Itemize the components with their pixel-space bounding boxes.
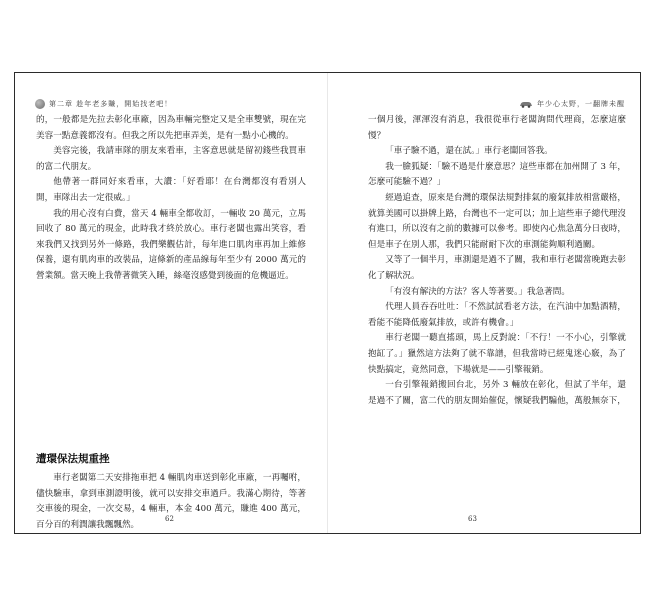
right-paragraph-6: 「有沒有解決的方法？客人等著要。」我急著問。 bbox=[385, 286, 570, 297]
right-body-text bbox=[368, 113, 626, 409]
left-page bbox=[15, 73, 328, 533]
left-running-header bbox=[35, 99, 172, 109]
left-section-body bbox=[36, 471, 306, 533]
right-paragraph-2: 「車子驗不過，還在試。」車行老闆回答我。 bbox=[385, 146, 553, 157]
right-page-number: 63 bbox=[468, 515, 477, 523]
right-paragraph-8: 車行老闆一聽直搖頭，馬上反對說：「不行！一不小心，引擎就抱缸了。」獵然這方法夠了就不靠譜，但我當時已經鬼迷心竅，為了快點搞定，竟然同意，下場就是——引擎報銷。 bbox=[368, 333, 626, 375]
right-paragraph-3: 我一臉狐疑：「驗不過是什麼意思？這些車都在加州開了 3 年，怎麼可能驗不過？」 bbox=[368, 161, 626, 188]
car-icon bbox=[519, 100, 533, 108]
left-section-paragraph-1: 車行老闆第二天安排拖車把 4 輛肌肉車送到彰化車廠，一再囑咐，儘快驗車，拿到車測證明後，就可以安排交車過戶。我滿心期待，等著交車後的現金，一次交易，4 輛車，本金 400 萬元，賺進 400 萬元，百分百的利潤讓我飄飄然。 bbox=[36, 473, 306, 530]
right-header-text: 年少心太野，一翻牌未醒 bbox=[537, 100, 625, 108]
right-paragraph-9: 一台引擎報銷搬回台北，另外 3 輛放在彰化，但試了半年，還是過不了關，富二代的朋友開始催促，懷疑我們騙他，萬般無奈下， bbox=[368, 380, 626, 406]
left-paragraph-2: 美容完後，我請車隊的朋友來看車，主客意思就是留初錢些我買車的富二代朋友。 bbox=[36, 146, 306, 172]
left-paragraph-4: 我的用心沒有白費，當天 4 輛車全都收訂，一輛收 20 萬元，立馬回收了 80 萬元的現金，此時我才終於放心。車行老闆也露出笑容，看來我們又找到另外一條路，我們樂觀估計，每年進口肌肉車再加上維修保養，還有肌肉車的改裝品，這條新的產品線每年至少有 2000 萬元的營業額。當天晚上我帶著微笑入睡，絲毫沒感覺到後面的危機逼近。 bbox=[36, 208, 306, 281]
right-page bbox=[328, 73, 641, 533]
chapter-badge-icon bbox=[35, 99, 45, 109]
left-header-text: 第二章 趁年老多賺，開始找老吧！ bbox=[49, 100, 173, 108]
section-heading: 遭環保法規重挫 bbox=[36, 453, 110, 465]
right-paragraph-4: 經過追查，原來是台灣的環保法規對排氣的廢氣排放相當嚴格，就算美國可以掛牌上路，台灣也不一定可以；加上這些車子總代理沒有進口，所以沒有之前的數據可以參考。即使內心焦急萬分日夜時，但是車子在別人那，我們只能耐耐下次的車測能夠順利過關。 bbox=[368, 192, 626, 250]
left-paragraph-3: 他帶著一群同好來看車，大讚：「好看耶！在台灣都沒有看別人開，車隊出去一定很威。」 bbox=[36, 177, 306, 203]
right-paragraph-7: 代理人員吞吞吐吐：「不然試試看老方法，在汽油中加點酒精，看能不能降低廢氣排放，或許有機會。」 bbox=[368, 302, 626, 328]
right-paragraph-1: 一個月後，渾渾沒有消息，我很從車行老闆詢問代理商，怎麼這麼慢？ bbox=[368, 115, 626, 141]
left-page-number: 62 bbox=[165, 515, 174, 523]
right-running-header bbox=[519, 99, 625, 109]
left-paragraph-1: 的，一般都是先拉去彰化車廠，因為車輛完整定又是全車雙號，現在完美容一點意義都沒有。但我之所以先把車弄美，是有一點小心機的。 bbox=[36, 115, 306, 141]
book-spread bbox=[14, 72, 641, 534]
right-paragraph-5: 又等了一個半月，車測還是過不了關，我和車行老闆當晚跑去彰化了解狀況。 bbox=[368, 255, 626, 281]
left-body-text bbox=[36, 113, 306, 285]
